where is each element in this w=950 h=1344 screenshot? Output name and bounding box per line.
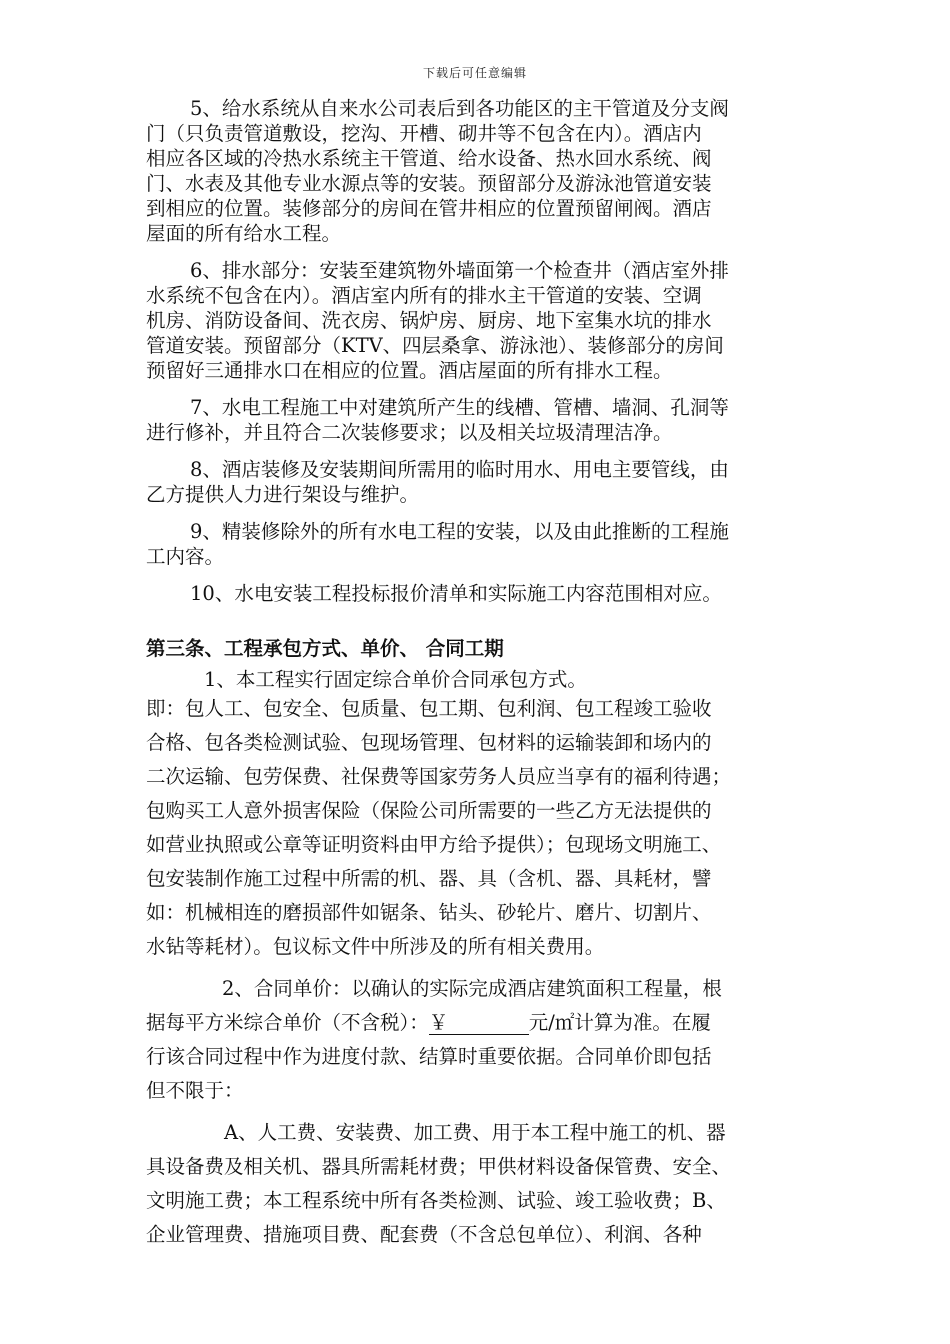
- paragraph-temporary-utilities: [146, 457, 814, 507]
- text-line: 门、水表及其他专业水源点等的安装。预留部分及游泳池管道安装: [146, 172, 712, 195]
- text-line: 相应各区域的冷热水系统主干管道、给水设备、热水回水系统、阀: [146, 147, 712, 170]
- text-line: 10、水电安装工程投标报价清单和实际施工内容范围相对应。: [190, 582, 722, 605]
- text-line: 但不限于：: [146, 1079, 244, 1102]
- paragraph-unit-price: [146, 972, 814, 1108]
- text-line: 8、酒店装修及安装期间所需用的临时用水、用电主要管线，由: [190, 458, 729, 481]
- text-line: 预留好三通排水口在相应的位置。酒店屋面的所有排水工程。: [146, 359, 673, 382]
- text-line: 9、精装修除外的所有水电工程的安装，以及由此推断的工程施: [190, 520, 729, 543]
- text-line: 水钻等耗材）。包议标文件中所涉及的所有相关费用。: [146, 935, 605, 958]
- article3-heading: 第三条、工程承包方式、单价、 合同工期: [146, 637, 504, 660]
- text-line: 6、排水部分：安装至建筑物外墙面第一个检查井（酒店室外排: [190, 259, 729, 282]
- text-line: 行该合同过程中作为进度付款、结算时重要依据。合同单价即包括: [146, 1045, 712, 1068]
- text-line: 包购买工人意外损害保险（保险公司所需要的一些乙方无法提供的: [146, 799, 712, 822]
- text-line: 5、给水系统从自来水公司表后到各功能区的主干管道及分支阀: [190, 97, 729, 120]
- text-line: 管道安装。预留部分（KTV、四层桑拿、游泳池）、装修部分的房间: [146, 334, 724, 357]
- text-line: 7、水电工程施工中对建筑所产生的线槽、管槽、墙洞、孔洞等: [190, 396, 729, 419]
- text-line: 二次运输、包劳保费、社保费等国家劳务人员应当享有的福利待遇；: [146, 765, 732, 788]
- text-line: 如营业执照或公章等证明资料由甲方给予提供）；包现场文明施工、: [146, 833, 722, 856]
- text-line: 1、本工程实行固定综合单价合同承包方式。: [204, 668, 587, 691]
- paragraph-contract-method-intro: [146, 667, 814, 692]
- text-line: A、人工费、安装费、加工费、用于本工程中施工的机、器: [224, 1121, 726, 1144]
- text-line: 进行修补，并且符合二次装修要求；以及相关垃圾清理洁净。: [146, 421, 673, 444]
- page-header-note: 下载后可任意编辑: [422, 66, 527, 80]
- text-line: 2、合同单价：以确认的实际完成酒店建筑面积工程量，根: [222, 977, 722, 1000]
- text-line: 包安装制作施工过程中所需的机、器、具（含机、器、具耗材，譬: [146, 867, 712, 890]
- text-fragment: 据每平方米综合单价（不含税）：: [146, 1011, 429, 1034]
- text-line: 合格、包各类检测试验、包现场管理、包材料的运输装卸和场内的: [146, 731, 712, 754]
- text-line: 文明施工费；本工程系统中所有各类检测、试验、竣工验收费；B、: [146, 1189, 726, 1212]
- unit-price-blank: ￥: [429, 1012, 529, 1035]
- paragraph-contract-method-body: [146, 692, 814, 964]
- document-body: [146, 96, 814, 1252]
- text-line: 水系统不包含在内）。酒店室内所有的排水主干管道的安装、空调: [146, 284, 702, 307]
- text-line: [146, 1006, 814, 1040]
- text-line: 机房、消防设备间、洗衣房、锅炉房、厨房、地下室集水坑的排水: [146, 309, 712, 332]
- text-line: 即：包人工、包安全、包质量、包工期、包利润、包工程竣工验收: [146, 697, 712, 720]
- paragraph-bid-list: [146, 581, 814, 606]
- text-line: 企业管理费、措施项目费、配套费（不含总包单位）、利润、各种: [146, 1223, 702, 1246]
- text-line: 工内容。: [146, 545, 225, 568]
- text-line: 屋面的所有给水工程。: [146, 222, 342, 245]
- paragraph-cost-items: [146, 1116, 814, 1252]
- text-line: 具设备费及相关机、器具所需耗材费；甲供材料设备保管费、安全、: [146, 1155, 732, 1178]
- text-fragment: 元/㎡计算为准。在履: [528, 1011, 711, 1034]
- paragraph-repair: [146, 395, 814, 445]
- paragraph-drainage: [146, 258, 814, 383]
- text-line: 如：机械相连的磨损部件如锯条、钻头、砂轮片、磨片、切割片、: [146, 901, 712, 924]
- paragraph-water-supply: [146, 96, 814, 246]
- paragraph-all-installations: [146, 519, 814, 569]
- text-line: 到相应的位置。装修部分的房间在管井相应的位置预留闸阀。酒店: [146, 197, 712, 220]
- text-line: 乙方提供人力进行架设与维护。: [146, 483, 420, 506]
- text-line: 门（只负责管道敷设，挖沟、开槽、砌井等不包含在内）。酒店内: [146, 122, 702, 145]
